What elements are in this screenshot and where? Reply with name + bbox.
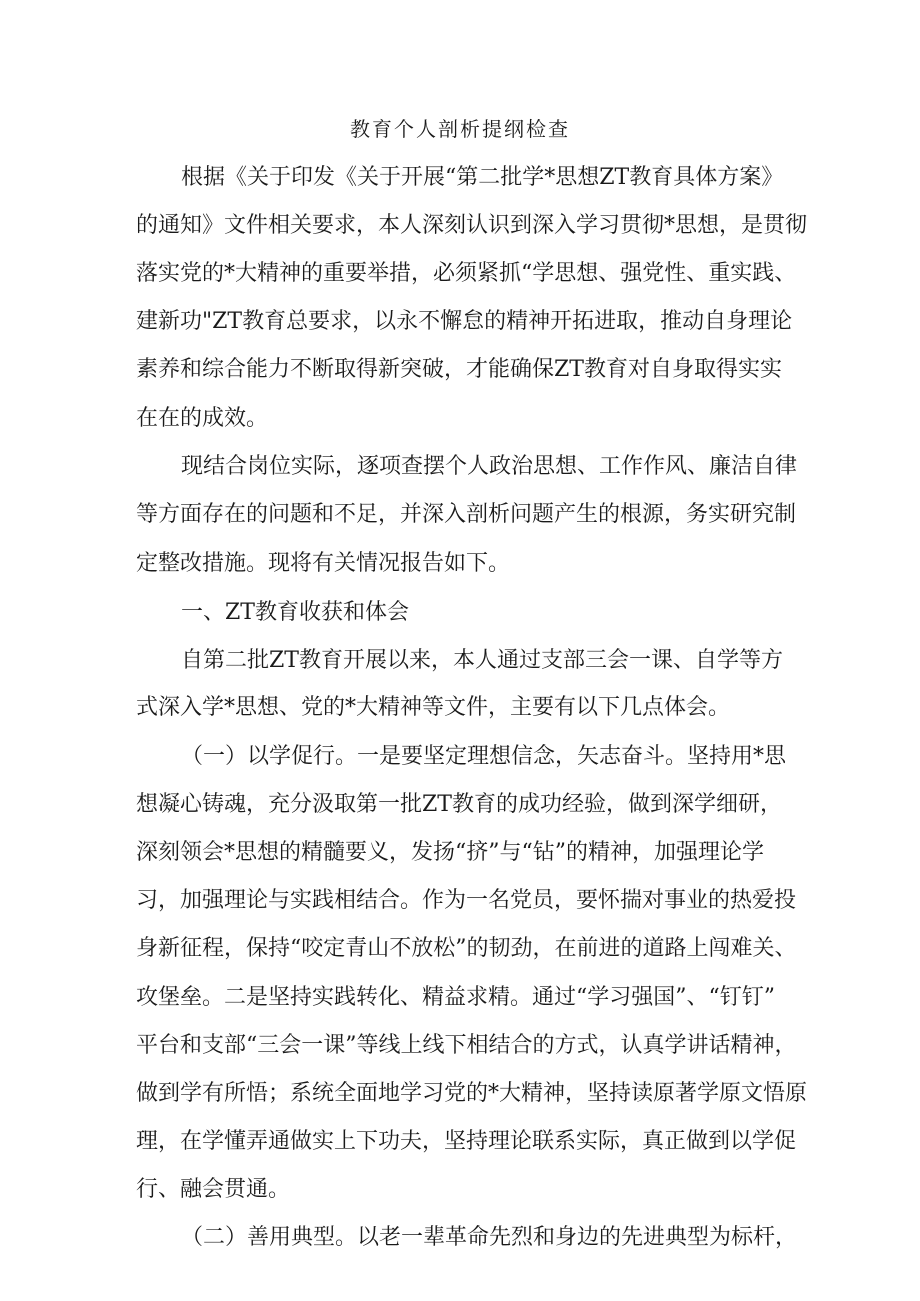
paragraph-line: 自第二批ZT教育开展以来，本人通过支部三会一课、自学等方 [181,648,783,673]
paragraph-line: 建新功"ZT教育总要求，以永不懈怠的精神开拓进取，推动自身理论 [136,309,793,334]
paragraph-line: 做到学有所悟；系统全面地学习党的*大精神，坚持读原著学原文悟原 [136,1081,808,1106]
paragraph-line: 的通知》文件相关要求，本人深刻认识到深入学习贯彻*思想，是贯彻 [136,213,808,238]
paragraph-line: （一）以学促行。一是要坚定理想信念，矢志奋斗。坚持用*思 [181,744,787,769]
document-title: 教育个人剖析提纲检查 [350,117,570,141]
section-heading: 一、ZT教育收获和体会 [181,600,409,625]
paragraph-line: 落实党的*大精神的重要举措，必须紧抓“学思想、强党性、重实践、 [136,261,797,286]
paragraph-line: 身新征程，保持“咬定青山不放松”的韧劲，在前进的道路上闯难关、 [136,936,797,961]
paragraph-line: 素养和综合能力不断取得新突破，才能确保ZT教育对自身取得实实 [136,357,782,382]
paragraph-line: 等方面存在的问题和不足，并深入剖析问题产生的根源，务实研究制 [136,502,797,527]
paragraph-line: 定整改措施。现将有关情况报告如下。 [136,551,511,576]
paragraph-line: 在在的成效。 [136,406,269,431]
paragraph-line: 想凝心铸魂，充分汲取第一批ZT教育的成功经验，做到深学细研， [136,792,782,817]
paragraph-line: 现结合岗位实际，逐项查摆个人政治思想、工作作风、廉洁自律 [181,454,798,479]
paragraph-line: 深刻领会*思想的精髓要义，发扬“挤”与“钻”的精神，加强理论学 [136,840,764,865]
paragraph-line: 行、融会贯通。 [136,1177,291,1202]
paragraph-line: 理，在学懂弄通做实上下功夫，坚持理论联系实际，真正做到以学促 [136,1129,797,1154]
paragraph-line: 根据《关于印发《关于开展“第二批学*思想ZT教育具体方案》 [181,165,784,190]
paragraph-line: 平台和支部“三会一课”等线上线下相结合的方式，认真学讲话精神， [136,1033,797,1058]
paragraph-line: 攻堡垒。二是坚持实践转化、精益求精。通过“学习强国”、“钉钉” [136,985,775,1010]
paragraph-line: 式深入学*思想、党的*大精神等文件，主要有以下几点体会。 [136,695,731,720]
paragraph-line: 习，加强理论与实践相结合。作为一名党员，要怀揣对事业的热爱投 [136,888,797,913]
paragraph-line: （二）善用典型。以老一辈革命先烈和身边的先进典型为标杆， [181,1225,798,1250]
